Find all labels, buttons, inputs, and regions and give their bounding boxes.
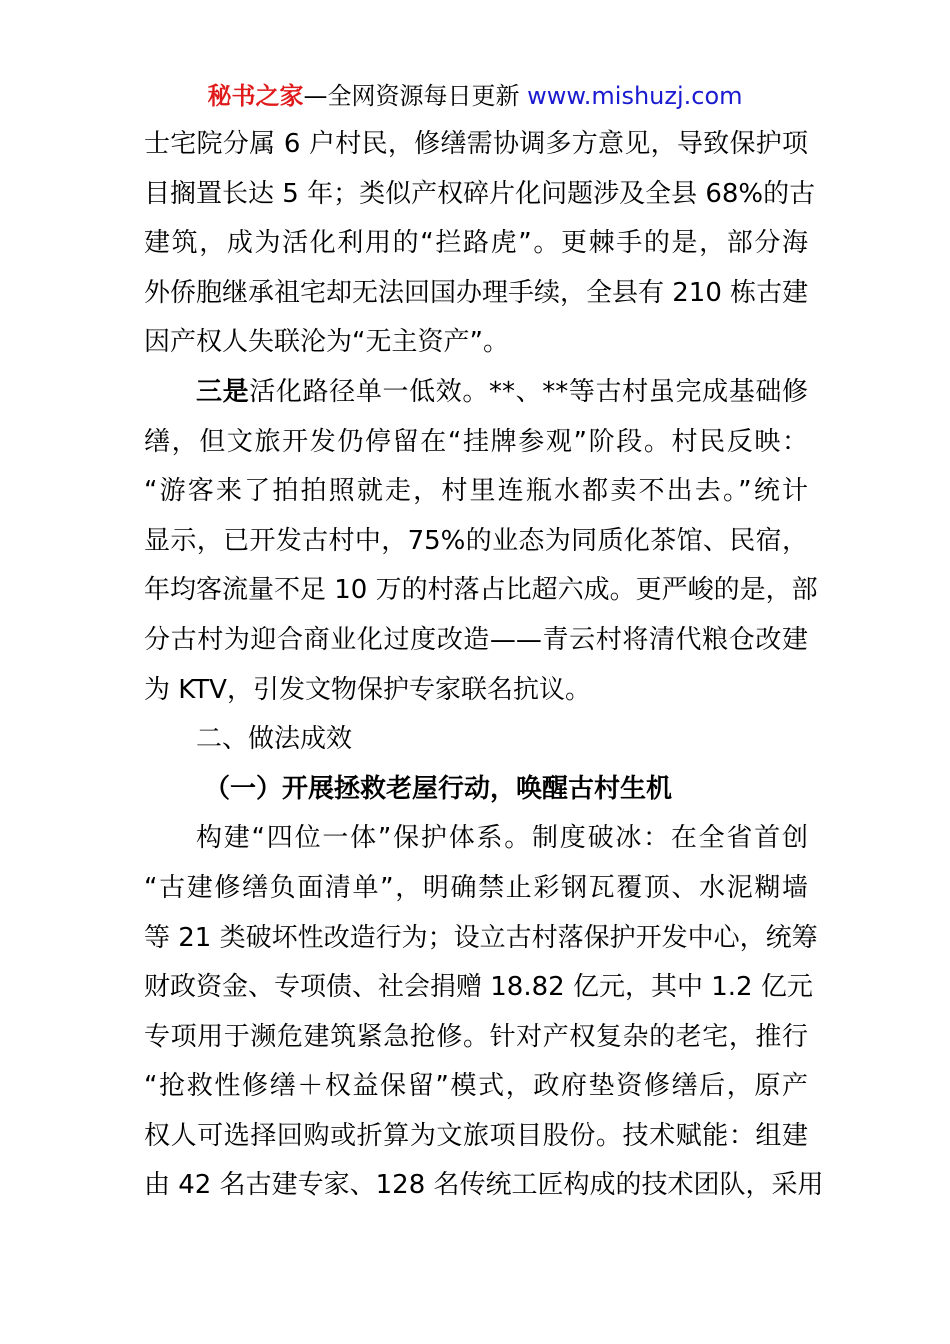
- body-line: 外侨胞继承祖宅却无法回国办理手续，全县有 210 栋古建: [144, 277, 809, 308]
- paragraph-start-line: 构建“四位一体”保护体系。制度破冰：在全省首创: [196, 823, 808, 854]
- body-line: 年均客流量不足 10 万的村落占比超六成。更严峻的是，部: [144, 575, 818, 606]
- body-line: 建筑，成为活化利用的“拦路虎”。更棘手的是，部分海: [144, 228, 808, 259]
- body-line: 财政资金、专项债、社会捐赠 18.82 亿元，其中 1.2 亿元: [144, 972, 813, 1003]
- section-heading: 二、做法成效: [196, 724, 353, 755]
- header-tagline: —全网资源每日更新: [303, 82, 528, 110]
- site-header: [0, 80, 950, 112]
- body-line: “古建修缮负面清单”，明确禁止彩钢瓦覆顶、水泥糊墙: [144, 872, 808, 903]
- site-url-link[interactable]: www.mishuzj.com: [527, 82, 743, 110]
- paragraph-start-line: [144, 368, 808, 418]
- body-line: 等 21 类破坏性改造行为；设立古村落保护开发中心，统筹: [144, 922, 818, 953]
- body-line: 缮，但文旅开发仍停留在“挂牌参观”阶段。村民反映：: [144, 426, 808, 457]
- body-line-text: 活化路径单一低效。**、**等古村虽完成基础修: [249, 376, 808, 407]
- brand-name: 秘书之家: [207, 82, 304, 110]
- body-line: 由 42 名古建专家、128 名传统工匠构成的技术团队，采用: [144, 1170, 824, 1201]
- body-line: 权人可选择回购或折算为文旅项目股份。技术赋能：组建: [144, 1120, 808, 1151]
- body-line: 目搁置长达 5 年；类似产权碎片化问题涉及全县 68%的古: [144, 178, 816, 209]
- body-line: 因产权人失联沦为“无主资产”。: [144, 327, 509, 358]
- document-body: [144, 120, 824, 1211]
- body-line: “抢救性修缮＋权益保留”模式，政府垫资修缮后，原产: [144, 1071, 808, 1102]
- body-line: 专项用于濒危建筑紧急抢修。针对产权复杂的老宅，推行: [144, 1021, 808, 1052]
- subsection-heading: （一）开展拯救老屋行动，唤醒古村生机: [204, 773, 673, 804]
- body-line: 士宅院分属 6 户村民，修缮需协调多方意见，导致保护项: [144, 129, 808, 159]
- body-line: 分古村为迎合商业化过度改造——青云村将清代粮仓改建: [144, 624, 808, 655]
- body-line: 显示，已开发古村中，75%的业态为同质化茶馆、民宿，: [144, 525, 808, 556]
- body-line: “游客来了拍拍照就走，村里连瓶水都卖不出去。”统计: [144, 476, 808, 507]
- lead-bold-text: 三是: [196, 376, 250, 407]
- body-line: 为 KTV，引发文物保护专家联名抗议。: [144, 674, 591, 705]
